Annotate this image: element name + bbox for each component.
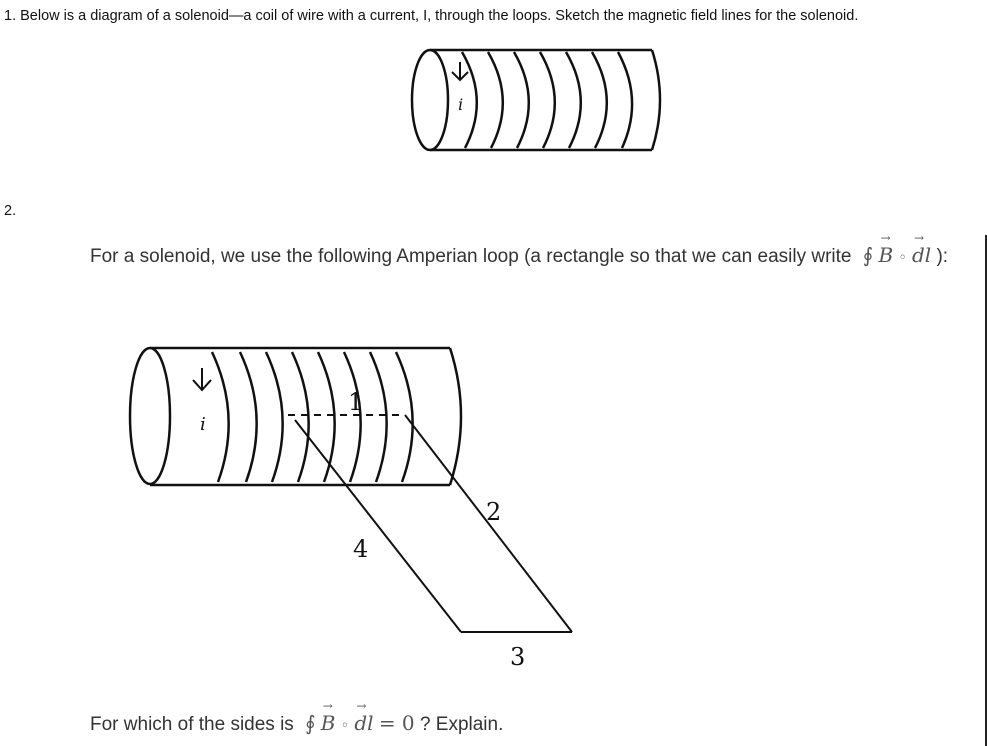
question-3-text bbox=[90, 711, 503, 736]
solenoid2-coil bbox=[370, 352, 387, 482]
solenoid1-coil bbox=[566, 52, 581, 148]
equals-zero: = 0 bbox=[378, 711, 415, 735]
solenoid2-coil bbox=[396, 352, 413, 482]
question-3-tail: ? Explain. bbox=[419, 714, 504, 735]
side-label-4: 4 bbox=[353, 535, 369, 563]
solenoid2-coil bbox=[344, 352, 364, 482]
solenoid1-coil bbox=[514, 52, 529, 148]
vector-dl: → dl bbox=[354, 711, 373, 735]
solenoid1-coil bbox=[618, 52, 632, 148]
integral-symbol: ∮ bbox=[862, 243, 874, 267]
circle-operator: ◦ bbox=[340, 718, 350, 734]
solenoid-diagram-1 bbox=[400, 40, 670, 160]
question-3-sentence: For which of the sides is bbox=[90, 714, 294, 735]
solenoid2-coil bbox=[240, 352, 257, 482]
solenoid1-coil bbox=[540, 52, 555, 148]
solenoid1-coil bbox=[592, 52, 607, 148]
current-arrow-icon bbox=[193, 368, 211, 390]
circle-operator: ◦ bbox=[898, 250, 907, 266]
side-label-3: 3 bbox=[510, 643, 526, 671]
question-1-text: 1. Below is a diagram of a solenoid—a coil of wire with a current, I, through the loops. Sketch the magnetic field lines for the solenoid. bbox=[4, 8, 859, 24]
question-2-text bbox=[90, 243, 948, 268]
loop-side-4 bbox=[295, 420, 461, 632]
current-label: i bbox=[458, 95, 464, 114]
current-label: i bbox=[200, 414, 206, 435]
solenoid1-coil bbox=[462, 52, 477, 148]
solenoid2-coil bbox=[318, 352, 335, 482]
current-arrow-icon bbox=[452, 62, 468, 80]
question-2-sentence: For a solenoid, we use the following Amperian loop (a rectangle so that we can easily write bbox=[90, 246, 852, 267]
solenoid2-coil bbox=[292, 352, 309, 482]
solenoid2-coil bbox=[212, 352, 229, 482]
solenoid2-coil bbox=[266, 352, 283, 482]
vector-dl: → dl bbox=[912, 243, 931, 267]
vector-B: → B bbox=[321, 711, 336, 735]
question-2-number: 2. bbox=[4, 203, 17, 219]
side-label-1: 1 bbox=[348, 388, 364, 416]
solenoid2-end-right bbox=[450, 348, 461, 485]
solenoid1-end-right bbox=[652, 50, 660, 150]
solenoid2-end-left bbox=[130, 348, 170, 484]
solenoid1-end-left bbox=[412, 50, 448, 150]
vector-B: → B bbox=[878, 243, 893, 267]
integral-symbol: ∮ bbox=[305, 711, 316, 735]
side-label-2: 2 bbox=[486, 498, 502, 526]
solenoid1-coil bbox=[488, 52, 503, 148]
question-2-tail: ): bbox=[936, 246, 949, 267]
amperian-loop-diagram bbox=[120, 340, 590, 680]
